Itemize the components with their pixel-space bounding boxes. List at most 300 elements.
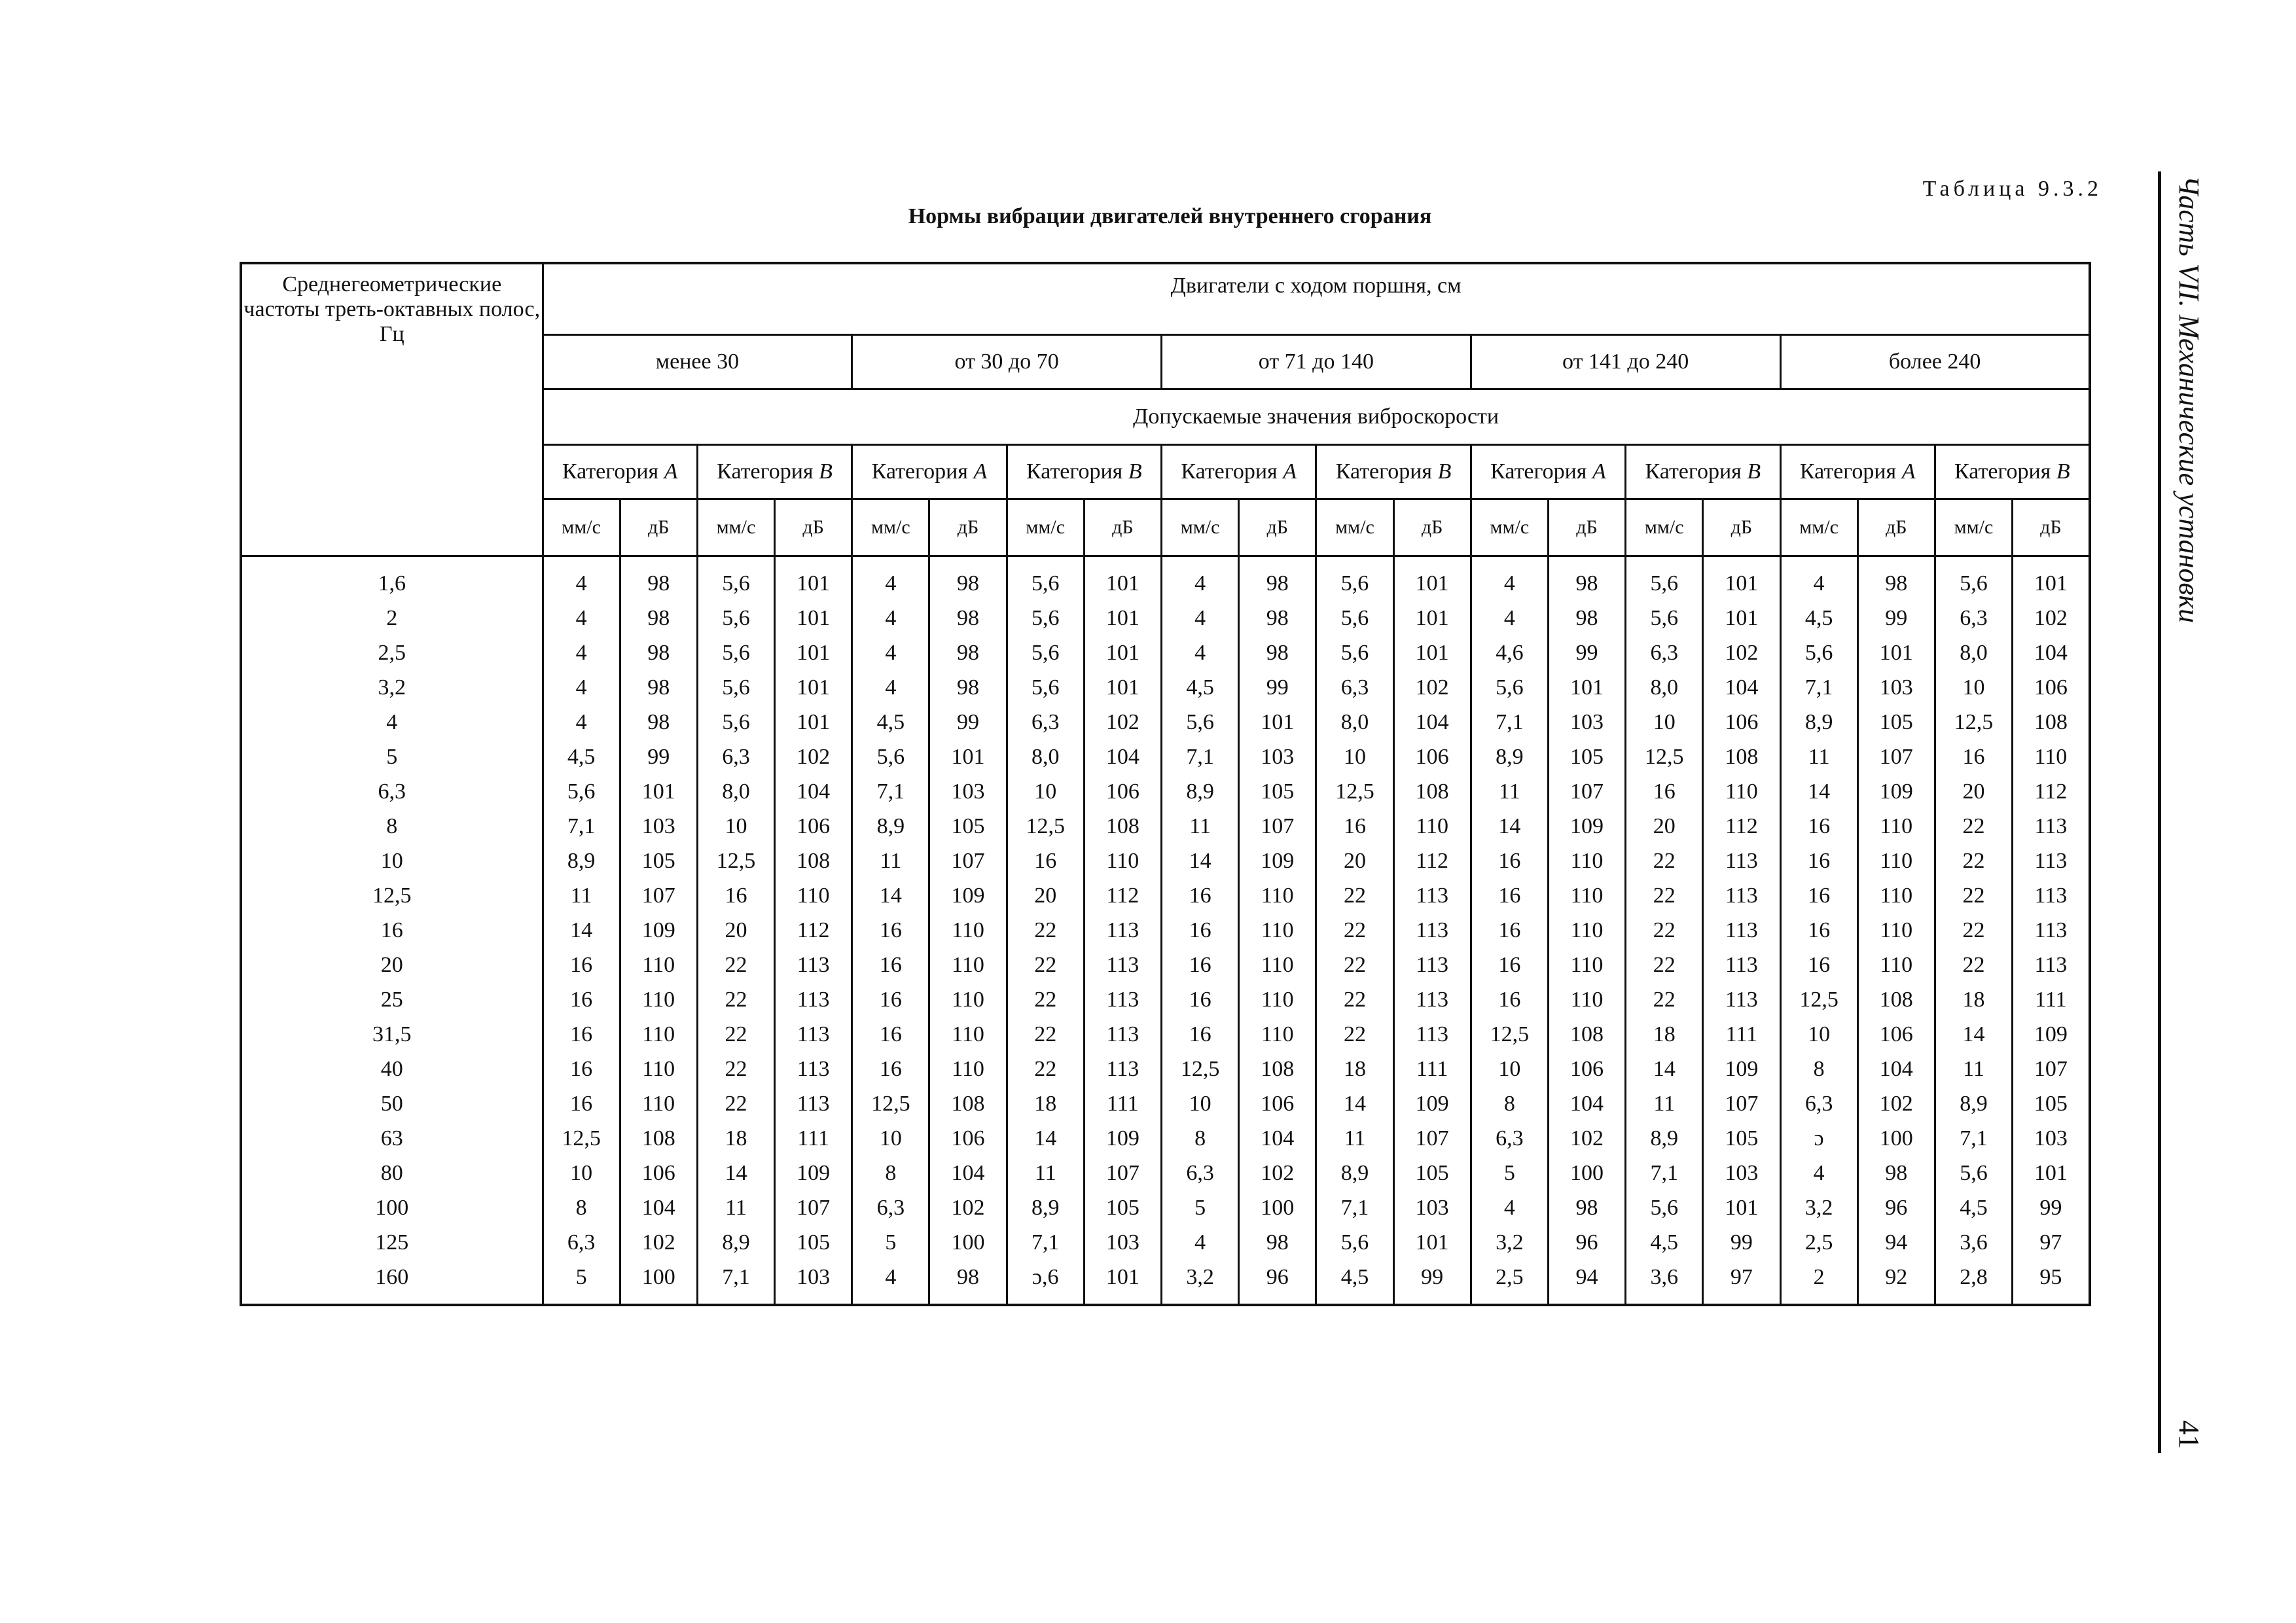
velocity-cell: 22 (1007, 1017, 1084, 1052)
stroke-range-header: от 30 до 70 (852, 335, 1162, 389)
velocity-cell: 10 (1471, 1052, 1548, 1086)
velocity-cell: 20 (697, 913, 774, 948)
db-cell: 110 (1857, 844, 1935, 878)
frequency-cell: 3,2 (241, 670, 543, 705)
velocity-cell: 20 (1626, 809, 1703, 844)
db-cell: 98 (1239, 635, 1316, 670)
db-cell: 113 (775, 1052, 852, 1086)
velocity-cell: 5,6 (1626, 556, 1703, 601)
velocity-cell: 18 (1007, 1086, 1084, 1121)
db-cell: 98 (1548, 556, 1625, 601)
db-cell: 112 (1084, 878, 1161, 913)
velocity-cell: 22 (1626, 844, 1703, 878)
unit-velocity-header: мм/с (1935, 499, 2012, 556)
category-letter: B (819, 459, 833, 484)
db-cell: 98 (620, 601, 697, 635)
category-prefix: Категория (1490, 459, 1587, 484)
velocity-cell: 22 (697, 948, 774, 982)
velocity-cell: 8 (852, 1156, 929, 1190)
db-cell: 113 (1084, 948, 1161, 982)
table-row (241, 1121, 2090, 1156)
velocity-cell: 5,6 (1316, 556, 1393, 601)
db-cell: 102 (1703, 635, 1780, 670)
velocity-cell: 11 (543, 878, 620, 913)
db-cell: 108 (1857, 982, 1935, 1017)
velocity-cell: 4 (1162, 556, 1239, 601)
db-cell: 109 (620, 913, 697, 948)
db-cell: 113 (775, 1017, 852, 1052)
db-cell: 107 (1703, 1086, 1780, 1121)
db-cell: 102 (1084, 705, 1161, 740)
velocity-cell: 8,0 (697, 774, 774, 809)
velocity-cell: 6,3 (1007, 705, 1084, 740)
db-cell: 113 (775, 948, 852, 982)
velocity-cell: 12,5 (1780, 982, 1857, 1017)
velocity-cell: 20 (1935, 774, 2012, 809)
velocity-cell: 22 (697, 982, 774, 1017)
db-cell: 104 (2013, 635, 2090, 670)
db-cell: 101 (620, 774, 697, 809)
db-cell: 108 (1393, 774, 1471, 809)
side-divider-line (2158, 171, 2161, 1453)
table-number-label: Таблица 9.3.2 (1922, 177, 2102, 201)
db-cell: 101 (1084, 556, 1161, 601)
velocity-cell: 5,6 (1316, 635, 1393, 670)
velocity-cell: 22 (697, 1086, 774, 1121)
velocity-cell: 8,9 (1471, 740, 1548, 774)
db-cell: 110 (1393, 809, 1471, 844)
db-cell: 113 (2013, 878, 2090, 913)
velocity-cell: 22 (1626, 878, 1703, 913)
db-cell: 107 (1084, 1156, 1161, 1190)
db-cell: 108 (1239, 1052, 1316, 1086)
velocity-cell: 5,6 (1935, 1156, 2012, 1190)
unit-velocity-header: мм/с (1162, 499, 1239, 556)
frequency-cell: 31,5 (241, 1017, 543, 1052)
db-cell: 101 (929, 740, 1007, 774)
db-cell: 99 (1548, 635, 1625, 670)
velocity-cell: 10 (1316, 740, 1393, 774)
velocity-cell: 16 (1780, 844, 1857, 878)
unit-db-header: дБ (2013, 499, 2090, 556)
velocity-cell: 6,3 (1935, 601, 2012, 635)
db-cell: 113 (1703, 844, 1780, 878)
db-cell: 110 (1548, 878, 1625, 913)
velocity-cell: 7,1 (1471, 705, 1548, 740)
velocity-cell: 16 (1162, 878, 1239, 913)
table-row (241, 1190, 2090, 1225)
db-cell: 103 (1703, 1156, 1780, 1190)
velocity-cell: 4,5 (1935, 1190, 2012, 1225)
velocity-cell: 2 (1780, 1260, 1857, 1305)
db-cell: 98 (1857, 556, 1935, 601)
velocity-cell: 6,3 (852, 1190, 929, 1225)
db-cell: 108 (1548, 1017, 1625, 1052)
table-caption: Нормы вибрации двигателей внутреннего сгорания (908, 204, 1432, 228)
db-cell: 99 (929, 705, 1007, 740)
category-prefix: Категория (1026, 459, 1123, 484)
velocity-cell: 4 (1162, 635, 1239, 670)
db-cell: 110 (929, 1052, 1007, 1086)
velocity-cell: 5,6 (1471, 670, 1548, 705)
velocity-cell: 11 (1162, 809, 1239, 844)
velocity-cell: 7,1 (1626, 1156, 1703, 1190)
db-cell: 107 (1393, 1121, 1471, 1156)
velocity-cell: 6,3 (697, 740, 774, 774)
db-cell: 110 (2013, 740, 2090, 774)
velocity-cell: 16 (852, 1052, 929, 1086)
db-cell: 106 (1703, 705, 1780, 740)
velocity-cell: 8,0 (1007, 740, 1084, 774)
table-row (241, 705, 2090, 740)
db-cell: 113 (1393, 948, 1471, 982)
db-cell: 98 (1548, 601, 1625, 635)
velocity-cell: 4 (1471, 556, 1548, 601)
db-cell: 108 (620, 1121, 697, 1156)
velocity-cell: 16 (1162, 982, 1239, 1017)
table-row (241, 844, 2090, 878)
db-cell: 110 (1239, 1017, 1316, 1052)
table-row (241, 1017, 2090, 1052)
db-cell: 113 (1703, 982, 1780, 1017)
velocity-cell: 16 (1007, 844, 1084, 878)
db-cell: 110 (929, 948, 1007, 982)
category-a-header (1162, 445, 1316, 499)
velocity-cell: 8 (543, 1190, 620, 1225)
velocity-cell: 5,6 (1935, 556, 2012, 601)
db-cell: 104 (1393, 705, 1471, 740)
velocity-cell: 11 (1471, 774, 1548, 809)
velocity-cell: 8,0 (1935, 635, 2012, 670)
db-cell: 113 (1393, 1017, 1471, 1052)
category-b-header (1007, 445, 1161, 499)
velocity-cell: 22 (1935, 844, 2012, 878)
velocity-cell: 16 (1471, 913, 1548, 948)
db-cell: 111 (1393, 1052, 1471, 1086)
velocity-cell: 12,5 (1626, 740, 1703, 774)
db-cell: 113 (2013, 948, 2090, 982)
velocity-cell: 10 (1935, 670, 2012, 705)
velocity-cell: 14 (1471, 809, 1548, 844)
velocity-cell: 16 (1780, 878, 1857, 913)
velocity-cell: 8,9 (1935, 1086, 2012, 1121)
category-letter: A (1283, 459, 1297, 484)
velocity-cell: 3,6 (1626, 1260, 1703, 1305)
db-cell: 110 (620, 1086, 697, 1121)
velocity-cell: 8,9 (1780, 705, 1857, 740)
velocity-cell: 22 (1007, 1052, 1084, 1086)
velocity-cell: 20 (1316, 844, 1393, 878)
db-cell: 105 (1857, 705, 1935, 740)
db-cell: 113 (1703, 913, 1780, 948)
db-cell: 103 (775, 1260, 852, 1305)
unit-velocity-header: мм/с (1316, 499, 1393, 556)
db-cell: 98 (929, 635, 1007, 670)
velocity-cell: 16 (1780, 913, 1857, 948)
velocity-cell: 14 (1007, 1121, 1084, 1156)
unit-db-header: дБ (1703, 499, 1780, 556)
db-cell: 113 (2013, 809, 2090, 844)
category-prefix: Категория (1335, 459, 1433, 484)
category-letter: A (664, 459, 678, 484)
unit-velocity-header: мм/с (1780, 499, 1857, 556)
db-cell: 100 (1548, 1156, 1625, 1190)
velocity-cell: 5,6 (1162, 705, 1239, 740)
velocity-cell: 5,6 (1780, 635, 1857, 670)
db-cell: 110 (1548, 982, 1625, 1017)
table-row (241, 982, 2090, 1017)
db-cell: 109 (1857, 774, 1935, 809)
velocity-cell: 8 (1162, 1121, 1239, 1156)
velocity-cell: 22 (1316, 913, 1393, 948)
velocity-cell: 2,8 (1935, 1260, 2012, 1305)
db-cell: 106 (2013, 670, 2090, 705)
unit-db-header: дБ (620, 499, 697, 556)
frequency-cell: 5 (241, 740, 543, 774)
unit-velocity-header: мм/с (1471, 499, 1548, 556)
velocity-cell: 14 (1935, 1017, 2012, 1052)
db-cell: 101 (775, 601, 852, 635)
velocity-cell: 7,1 (543, 809, 620, 844)
velocity-cell: ɔ (1780, 1121, 1857, 1156)
frequency-cell: 8 (241, 809, 543, 844)
unit-velocity-header: мм/с (852, 499, 929, 556)
table-row (241, 1260, 2090, 1305)
db-cell: 110 (929, 982, 1007, 1017)
velocity-cell: 5,6 (1626, 601, 1703, 635)
velocity-cell: 3,2 (1780, 1190, 1857, 1225)
db-cell: 110 (929, 913, 1007, 948)
velocity-cell: 5,6 (697, 705, 774, 740)
velocity-cell: 14 (1780, 774, 1857, 809)
category-letter: B (1437, 459, 1452, 484)
velocity-cell: 5,6 (1007, 670, 1084, 705)
velocity-cell: 8,0 (1626, 670, 1703, 705)
frequency-cell: 80 (241, 1156, 543, 1190)
db-cell: 101 (1548, 670, 1625, 705)
velocity-cell: 12,5 (1471, 1017, 1548, 1052)
db-cell: 105 (775, 1225, 852, 1260)
db-cell: 107 (775, 1190, 852, 1225)
table-row (241, 635, 2090, 670)
velocity-cell: 10 (1007, 774, 1084, 809)
frequency-cell: 160 (241, 1260, 543, 1305)
velocity-cell: 22 (697, 1052, 774, 1086)
velocity-cell: 16 (1162, 913, 1239, 948)
velocity-cell: 7,1 (1007, 1225, 1084, 1260)
category-a-header (543, 445, 697, 499)
db-cell: 110 (1084, 844, 1161, 878)
velocity-cell: 4,5 (1780, 601, 1857, 635)
db-cell: 99 (1703, 1225, 1780, 1260)
velocity-cell: 22 (697, 1017, 774, 1052)
db-cell: 105 (2013, 1086, 2090, 1121)
db-cell: 104 (1703, 670, 1780, 705)
table-row (241, 774, 2090, 809)
velocity-cell: 16 (852, 1017, 929, 1052)
velocity-cell: 22 (1935, 809, 2012, 844)
stroke-range-header: от 71 до 140 (1162, 335, 1471, 389)
db-cell: 103 (1084, 1225, 1161, 1260)
db-cell: 105 (1393, 1156, 1471, 1190)
db-cell: 110 (1548, 948, 1625, 982)
unit-db-header: дБ (1857, 499, 1935, 556)
velocity-cell: 16 (1162, 1017, 1239, 1052)
db-cell: 102 (1548, 1121, 1625, 1156)
velocity-cell: 4 (1471, 601, 1548, 635)
db-cell: 109 (775, 1156, 852, 1190)
db-cell: 105 (1239, 774, 1316, 809)
db-cell: 104 (1084, 740, 1161, 774)
db-cell: 110 (1857, 913, 1935, 948)
velocity-cell: 5 (1471, 1156, 1548, 1190)
db-cell: 96 (1239, 1260, 1316, 1305)
db-cell: 94 (1548, 1260, 1625, 1305)
db-cell: 102 (2013, 601, 2090, 635)
table-row (241, 948, 2090, 982)
db-cell: 110 (1239, 878, 1316, 913)
velocity-cell: 14 (852, 878, 929, 913)
allowed-values-header: Допускаемые значения виброскорости (543, 389, 2090, 445)
velocity-cell: 7,1 (852, 774, 929, 809)
db-cell: 104 (929, 1156, 1007, 1190)
velocity-cell: 10 (1780, 1017, 1857, 1052)
db-cell: 104 (1239, 1121, 1316, 1156)
db-cell: 105 (1703, 1121, 1780, 1156)
velocity-cell: 4 (543, 705, 620, 740)
velocity-cell: 12,5 (543, 1121, 620, 1156)
db-cell: 98 (1239, 601, 1316, 635)
velocity-cell: 5,6 (1316, 1225, 1393, 1260)
velocity-cell: 16 (1471, 948, 1548, 982)
velocity-cell: 6,3 (1316, 670, 1393, 705)
db-cell: 111 (775, 1121, 852, 1156)
velocity-cell: 4 (852, 1260, 929, 1305)
velocity-cell: 4,5 (543, 740, 620, 774)
db-cell: 109 (2013, 1017, 2090, 1052)
db-cell: 113 (1084, 982, 1161, 1017)
db-cell: 113 (1393, 982, 1471, 1017)
category-a-header (852, 445, 1007, 499)
unit-velocity-header: мм/с (543, 499, 620, 556)
db-cell: 110 (620, 1017, 697, 1052)
velocity-cell: 11 (1316, 1121, 1393, 1156)
velocity-cell: 16 (1316, 809, 1393, 844)
db-cell: 109 (1084, 1121, 1161, 1156)
db-cell: 101 (1703, 601, 1780, 635)
db-cell: 101 (1393, 635, 1471, 670)
velocity-cell: 8,9 (1162, 774, 1239, 809)
db-cell: 101 (1393, 556, 1471, 601)
db-cell: 113 (775, 982, 852, 1017)
db-cell: 110 (1857, 948, 1935, 982)
velocity-cell: 5 (1162, 1190, 1239, 1225)
velocity-cell: 14 (1162, 844, 1239, 878)
velocity-cell: 22 (1316, 878, 1393, 913)
db-cell: 101 (1703, 1190, 1780, 1225)
db-cell: 98 (620, 705, 697, 740)
db-cell: 104 (620, 1190, 697, 1225)
db-cell: 113 (1393, 878, 1471, 913)
velocity-cell: 22 (1626, 948, 1703, 982)
category-letter: B (1128, 459, 1142, 484)
db-cell: 99 (620, 740, 697, 774)
velocity-cell: 5 (543, 1260, 620, 1305)
stroke-range-header: от 141 до 240 (1471, 335, 1780, 389)
table-row (241, 1052, 2090, 1086)
velocity-cell: 8,9 (697, 1225, 774, 1260)
db-cell: 113 (1084, 1052, 1161, 1086)
db-cell: 106 (1548, 1052, 1625, 1086)
db-cell: 110 (1239, 982, 1316, 1017)
table-row (241, 1156, 2090, 1190)
velocity-cell: 5,6 (1007, 635, 1084, 670)
db-cell: 99 (1239, 670, 1316, 705)
db-cell: 109 (1393, 1086, 1471, 1121)
velocity-cell: 10 (852, 1121, 929, 1156)
frequency-cell: 10 (241, 844, 543, 878)
db-cell: 103 (1548, 705, 1625, 740)
db-cell: 96 (1548, 1225, 1625, 1260)
frequency-cell: 12,5 (241, 878, 543, 913)
db-cell: 106 (1084, 774, 1161, 809)
velocity-cell: 8 (1471, 1086, 1548, 1121)
vibration-norms-table (240, 262, 2091, 1306)
side-section-title (2166, 175, 2212, 1288)
db-cell: 108 (1703, 740, 1780, 774)
db-cell: 110 (1857, 878, 1935, 913)
velocity-cell: 4 (1162, 1225, 1239, 1260)
unit-db-header: дБ (1393, 499, 1471, 556)
velocity-cell: 5,6 (697, 556, 774, 601)
db-cell: 98 (929, 601, 1007, 635)
velocity-cell: 6,3 (1780, 1086, 1857, 1121)
db-cell: 113 (1393, 913, 1471, 948)
db-cell: 106 (775, 809, 852, 844)
db-cell: 111 (1084, 1086, 1161, 1121)
db-cell: 101 (1393, 601, 1471, 635)
db-cell: 109 (1703, 1052, 1780, 1086)
db-cell: 110 (1239, 913, 1316, 948)
velocity-cell: 16 (1471, 878, 1548, 913)
db-cell: 101 (775, 705, 852, 740)
db-cell: 101 (1393, 1225, 1471, 1260)
db-cell: 102 (775, 740, 852, 774)
page-number-text: 41 (2173, 1420, 2205, 1449)
unit-velocity-header: мм/с (697, 499, 774, 556)
unit-velocity-header: мм/с (1626, 499, 1703, 556)
db-cell: 102 (620, 1225, 697, 1260)
velocity-cell: 16 (1162, 948, 1239, 982)
velocity-cell: 22 (1626, 913, 1703, 948)
db-cell: 107 (1548, 774, 1625, 809)
db-cell: 108 (2013, 705, 2090, 740)
db-cell: 104 (1548, 1086, 1625, 1121)
db-cell: 108 (775, 844, 852, 878)
velocity-cell: 3,2 (1471, 1225, 1548, 1260)
category-a-header (1780, 445, 1935, 499)
db-cell: 95 (2013, 1260, 2090, 1305)
frequency-cell: 25 (241, 982, 543, 1017)
unit-velocity-header: мм/с (1007, 499, 1084, 556)
engines-stroke-header: Двигатели с ходом поршня, см (543, 263, 2090, 335)
db-cell: 103 (620, 809, 697, 844)
frequency-cell: 2 (241, 601, 543, 635)
db-cell: 103 (929, 774, 1007, 809)
db-cell: 96 (1857, 1190, 1935, 1225)
db-cell: 113 (1703, 948, 1780, 982)
db-cell: 113 (1703, 878, 1780, 913)
